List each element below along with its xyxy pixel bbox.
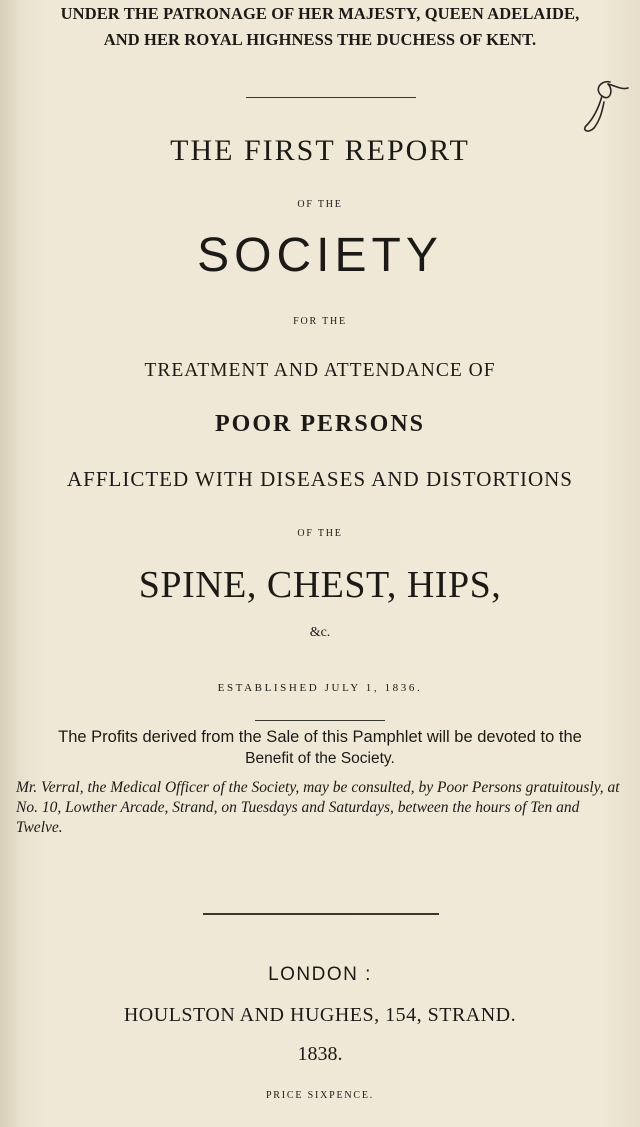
handwritten-signature-mark — [580, 76, 630, 138]
imprint-city: LONDON : — [268, 964, 372, 985]
patronage-line-1: UNDER THE PATRONAGE OF HER MAJESTY, QUEEN ADELAIDE, — [60, 4, 580, 23]
for-the-label: FOR THE — [293, 316, 347, 327]
afflicted-line: AFFLICTED WITH DISEASES AND DISTORTIONS — [67, 467, 573, 491]
medical-officer-note: Mr. Verral, the Medical Officer of the Society, may be consulted, by Poor Persons gratuitously, at No. 10, Lowther Arcade, Strand, on Tuesdays and Saturdays, between the hours of Ten and Twelve. — [16, 779, 620, 836]
poor-persons-heading: POOR PERSONS — [214, 411, 426, 437]
middle-rule — [255, 720, 385, 721]
conditions-heading: SPINE, CHEST, HIPS, — [138, 564, 502, 606]
patronage-line-2: AND HER ROYAL HIGHNESS THE DUCHESS OF KENT. — [103, 30, 537, 49]
of-the-label: OF THE — [297, 199, 343, 210]
profits-note-line-2: Benefit of the Society. — [245, 750, 395, 767]
etc-line: &c. — [309, 625, 331, 640]
profits-note-line-1: The Profits derived from the Sale of this Pamphlet will be devoted to the — [58, 728, 582, 746]
top-rule — [246, 97, 416, 98]
established-date: ESTABLISHED JULY 1, 1836. — [217, 682, 423, 694]
society-heading: SOCIETY — [197, 229, 443, 282]
report-title: THE FIRST REPORT — [170, 134, 470, 167]
of-the-label-2: OF THE — [297, 528, 343, 539]
treatment-line: TREATMENT AND ATTENDANCE OF — [144, 360, 496, 381]
imprint-year: 1838. — [297, 1043, 343, 1065]
imprint-publisher: HOULSTON AND HUGHES, 154, STRAND. — [123, 1004, 517, 1026]
lower-rule — [203, 913, 439, 915]
price-line: PRICE SIXPENCE. — [265, 1090, 375, 1101]
